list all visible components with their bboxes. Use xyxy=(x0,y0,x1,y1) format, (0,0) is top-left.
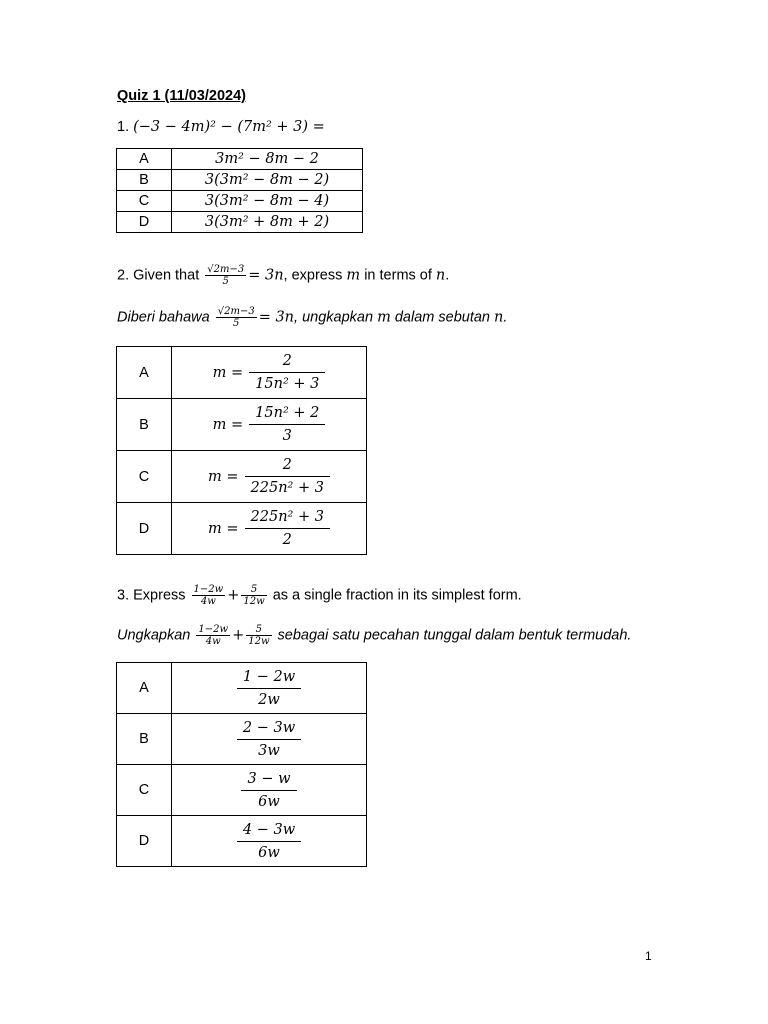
fraction-denominator: 12w xyxy=(243,596,265,607)
q3-option-b xyxy=(117,714,367,765)
q2-ms-post: , ungkapkan xyxy=(294,309,374,326)
fraction-numerator: 1 − 2w xyxy=(237,666,301,689)
option-label: C xyxy=(117,191,172,212)
q2-equation-malay: = 3n xyxy=(258,309,295,326)
question-2-english: 2. Given that $\frac{√2m-3}{5}$ = 3n, express m in terms of n. xyxy=(117,264,450,287)
fraction-numerator: 2 xyxy=(249,350,325,373)
option-label: A xyxy=(117,347,172,399)
option-label: C xyxy=(117,765,172,816)
option-answer xyxy=(172,503,367,555)
fraction-denominator: 5 xyxy=(233,318,240,329)
q3-fraction-1 xyxy=(192,584,226,607)
q2-en-post: , express xyxy=(283,267,343,284)
fraction-denominator: 2w xyxy=(258,691,280,708)
q2-var-m: m xyxy=(346,267,361,284)
fraction-numerator: 1−2w xyxy=(193,584,224,595)
option-label: D xyxy=(117,816,172,867)
q2-ms-pre: Diberi bahawa xyxy=(117,309,210,326)
q3-option-c xyxy=(117,765,367,816)
fraction-numerator: 225n² + 3 xyxy=(245,506,330,529)
option-answer: 3m² − 8m − 2 xyxy=(172,149,363,170)
fraction-denominator: 3w xyxy=(258,742,280,759)
option-label: D xyxy=(117,212,172,233)
q2-option-c xyxy=(117,451,367,503)
q3-option-a xyxy=(117,663,367,714)
q2-option-a xyxy=(117,347,367,399)
q3-en-post: as a single fraction in its simplest form. xyxy=(272,587,522,604)
question-3-malay xyxy=(117,624,631,647)
option-answer xyxy=(172,399,367,451)
q2-number: 2. xyxy=(117,267,130,284)
fraction-numerator: √2m−3 xyxy=(217,306,255,317)
q3-en-pre: Express xyxy=(133,587,186,604)
fraction-denominator: 12w xyxy=(248,636,270,647)
option-lhs: m = xyxy=(212,364,244,381)
fraction-numerator: 5 xyxy=(241,584,266,596)
fraction-denominator: 4w xyxy=(205,636,221,647)
q1-number: 1. xyxy=(117,119,130,135)
q3-options-table xyxy=(116,662,367,867)
q3-option-d xyxy=(117,816,367,867)
option-answer: 3(3m² + 8m + 2) xyxy=(172,212,363,233)
option-answer xyxy=(172,714,367,765)
q3-fraction-2 xyxy=(241,584,266,607)
question-1 xyxy=(117,118,325,136)
fraction-numerator: √2m−3 xyxy=(207,264,245,275)
q2-en-mid: in terms of xyxy=(364,267,432,284)
quiz-title: Quiz 1 (11/03/2024) xyxy=(117,88,246,104)
fraction-numerator: 2 xyxy=(245,454,330,477)
q3-number: 3. xyxy=(117,587,130,604)
fraction-numerator: 2 − 3w xyxy=(237,717,301,740)
fraction-denominator: 2 xyxy=(282,532,292,548)
option-lhs: m = xyxy=(212,416,244,433)
option-answer xyxy=(172,347,367,399)
page-number: 1 xyxy=(645,949,652,963)
q2-fraction xyxy=(205,264,246,287)
fraction-denominator: 6w xyxy=(258,793,280,810)
option-label: D xyxy=(117,503,172,555)
q2-var-n: n xyxy=(435,267,446,284)
fraction-denominator: 3 xyxy=(282,428,292,444)
q2-options-table xyxy=(116,346,367,555)
option-answer xyxy=(172,663,367,714)
fraction-numerator: 5 xyxy=(246,624,271,636)
q1-option-c xyxy=(117,191,363,212)
q3-fraction-1-malay xyxy=(196,624,230,647)
option-answer: 3(3m² − 8m − 2) xyxy=(172,170,363,191)
option-answer xyxy=(172,451,367,503)
fraction-numerator: 3 − w xyxy=(241,768,296,791)
q2-fraction-malay xyxy=(216,306,257,329)
option-lhs: m = xyxy=(208,520,239,537)
option-label: B xyxy=(117,170,172,191)
fraction-denominator: 5 xyxy=(222,276,229,287)
q1-expression: (−3 − 4m)² − (7m² + 3) = xyxy=(133,119,325,135)
q1-options-table xyxy=(116,148,363,233)
option-lhs: m = xyxy=(208,468,239,485)
option-label: C xyxy=(117,451,172,503)
option-label: B xyxy=(117,399,172,451)
fraction-denominator: 225n² + 3 xyxy=(250,480,324,496)
fraction-numerator: 1−2w xyxy=(198,624,229,635)
option-answer xyxy=(172,816,367,867)
q3-ms-pre: Ungkapkan xyxy=(117,627,191,644)
q1-option-a xyxy=(117,149,363,170)
q3-fraction-2-malay xyxy=(246,624,271,647)
q2-var-m-malay: m xyxy=(377,309,391,326)
question-3-english xyxy=(117,584,522,607)
q2-option-b xyxy=(117,399,367,451)
q1-option-b xyxy=(117,170,363,191)
q3-plus: + xyxy=(227,587,240,604)
option-label: B xyxy=(117,714,172,765)
option-label: A xyxy=(117,663,172,714)
fraction-numerator: 15n² + 2 xyxy=(249,402,325,425)
option-answer: 3(3m² − 8m − 4) xyxy=(172,191,363,212)
q3-ms-post: sebagai satu pecahan tunggal dalam bentuk termudah. xyxy=(277,627,632,644)
fraction-denominator: 6w xyxy=(258,844,280,861)
q2-en-pre: Given that xyxy=(133,267,200,284)
option-label: A xyxy=(117,149,172,170)
q2-ms-mid: dalam sebutan xyxy=(394,309,490,326)
q2-equation: = 3n xyxy=(248,267,284,284)
fraction-denominator: 4w xyxy=(200,596,216,607)
q1-option-d xyxy=(117,212,363,233)
q2-option-d xyxy=(117,503,367,555)
fraction-denominator: 15n² + 3 xyxy=(255,376,320,392)
fraction-numerator: 4 − 3w xyxy=(237,819,301,842)
question-2-malay: Diberi bahawa $\frac{√2m-3}{5}$ = 3n, ungkapkan m dalam sebutan n. xyxy=(117,306,508,329)
q2-var-n-malay: n xyxy=(494,309,504,326)
option-answer xyxy=(172,765,367,816)
q3-plus-malay: + xyxy=(232,627,245,644)
